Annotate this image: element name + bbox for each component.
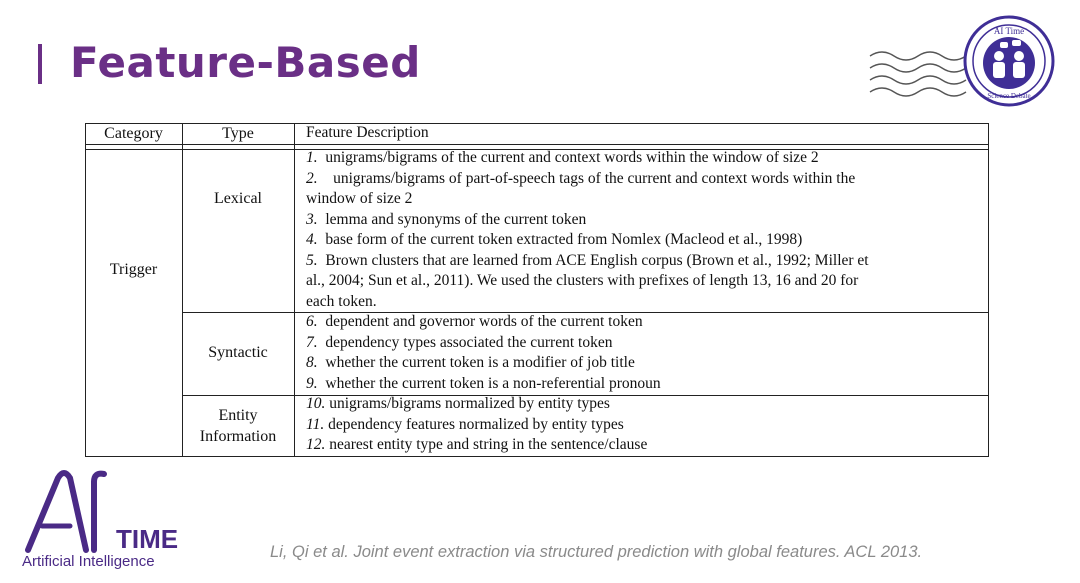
feature-line: 6. dependent and governor words of the current token	[306, 313, 643, 330]
logo-subtitle: Artificial Intelligence	[22, 553, 155, 570]
category-cell: Trigger	[109, 261, 158, 278]
feature-line: 5. Brown clusters that are learned from ACE English corpus (Brown et al., 1992; Miller et	[306, 251, 869, 269]
feature-line: 1. unigrams/bigrams of the current and context words within the window of size 2	[306, 149, 819, 166]
type-cell-lexical: Lexical	[214, 190, 262, 207]
feature-table	[85, 123, 989, 457]
postmark-waves-icon	[870, 52, 966, 96]
type-cell-syntactic: Syntactic	[208, 344, 268, 361]
seal-bottom-text: Science Debate	[987, 92, 1031, 100]
logo-mark-text: TIME	[116, 524, 179, 554]
feature-line: al., 2004; Sun et al., 2011). We used the clusters with prefixes of length 13, 16 and 20 for	[306, 272, 859, 289]
feature-line: 3. lemma and synonyms of the current token	[306, 210, 587, 228]
header-type: Type	[222, 125, 254, 142]
feature-line: 2. unigrams/bigrams of part-of-speech tags of the current and context words within the	[306, 169, 856, 187]
slide-title: Feature-Based	[70, 38, 421, 87]
feature-line: 11. dependency features normalized by entity types	[306, 415, 624, 433]
type-cell-entity-line2: Information	[199, 428, 277, 445]
title-accent-bar	[38, 44, 42, 84]
citation-text: Li, Qi et al. Joint event extraction via structured prediction with global features. ACL 2013.	[270, 543, 923, 561]
feature-line: 4. base form of the current token extracted from Nomlex (Macleod et al., 1998)	[306, 231, 803, 248]
feature-line: 10. unigrams/bigrams normalized by entity types	[306, 395, 610, 412]
type-cell-entity-line1: Entity	[218, 407, 258, 424]
seal-top-text: AI Time	[993, 26, 1025, 36]
ai-time-logo	[20, 466, 200, 576]
feature-line: 8. whether the current token is a modifier of job title	[306, 354, 635, 371]
feature-line: 9. whether the current token is a non-referential pronoun	[306, 374, 661, 392]
header-description: Feature Description	[306, 124, 429, 141]
feature-line: 7. dependency types associated the current token	[306, 333, 613, 351]
type-cell-entity	[182, 405, 294, 447]
feature-line: each token.	[306, 292, 377, 310]
ai-time-seal-logo	[866, 14, 1058, 114]
feature-line: window of size 2	[306, 190, 413, 207]
feature-line: 12. nearest entity type and string in the sentence/clause	[306, 436, 648, 453]
header-category: Category	[104, 125, 163, 142]
